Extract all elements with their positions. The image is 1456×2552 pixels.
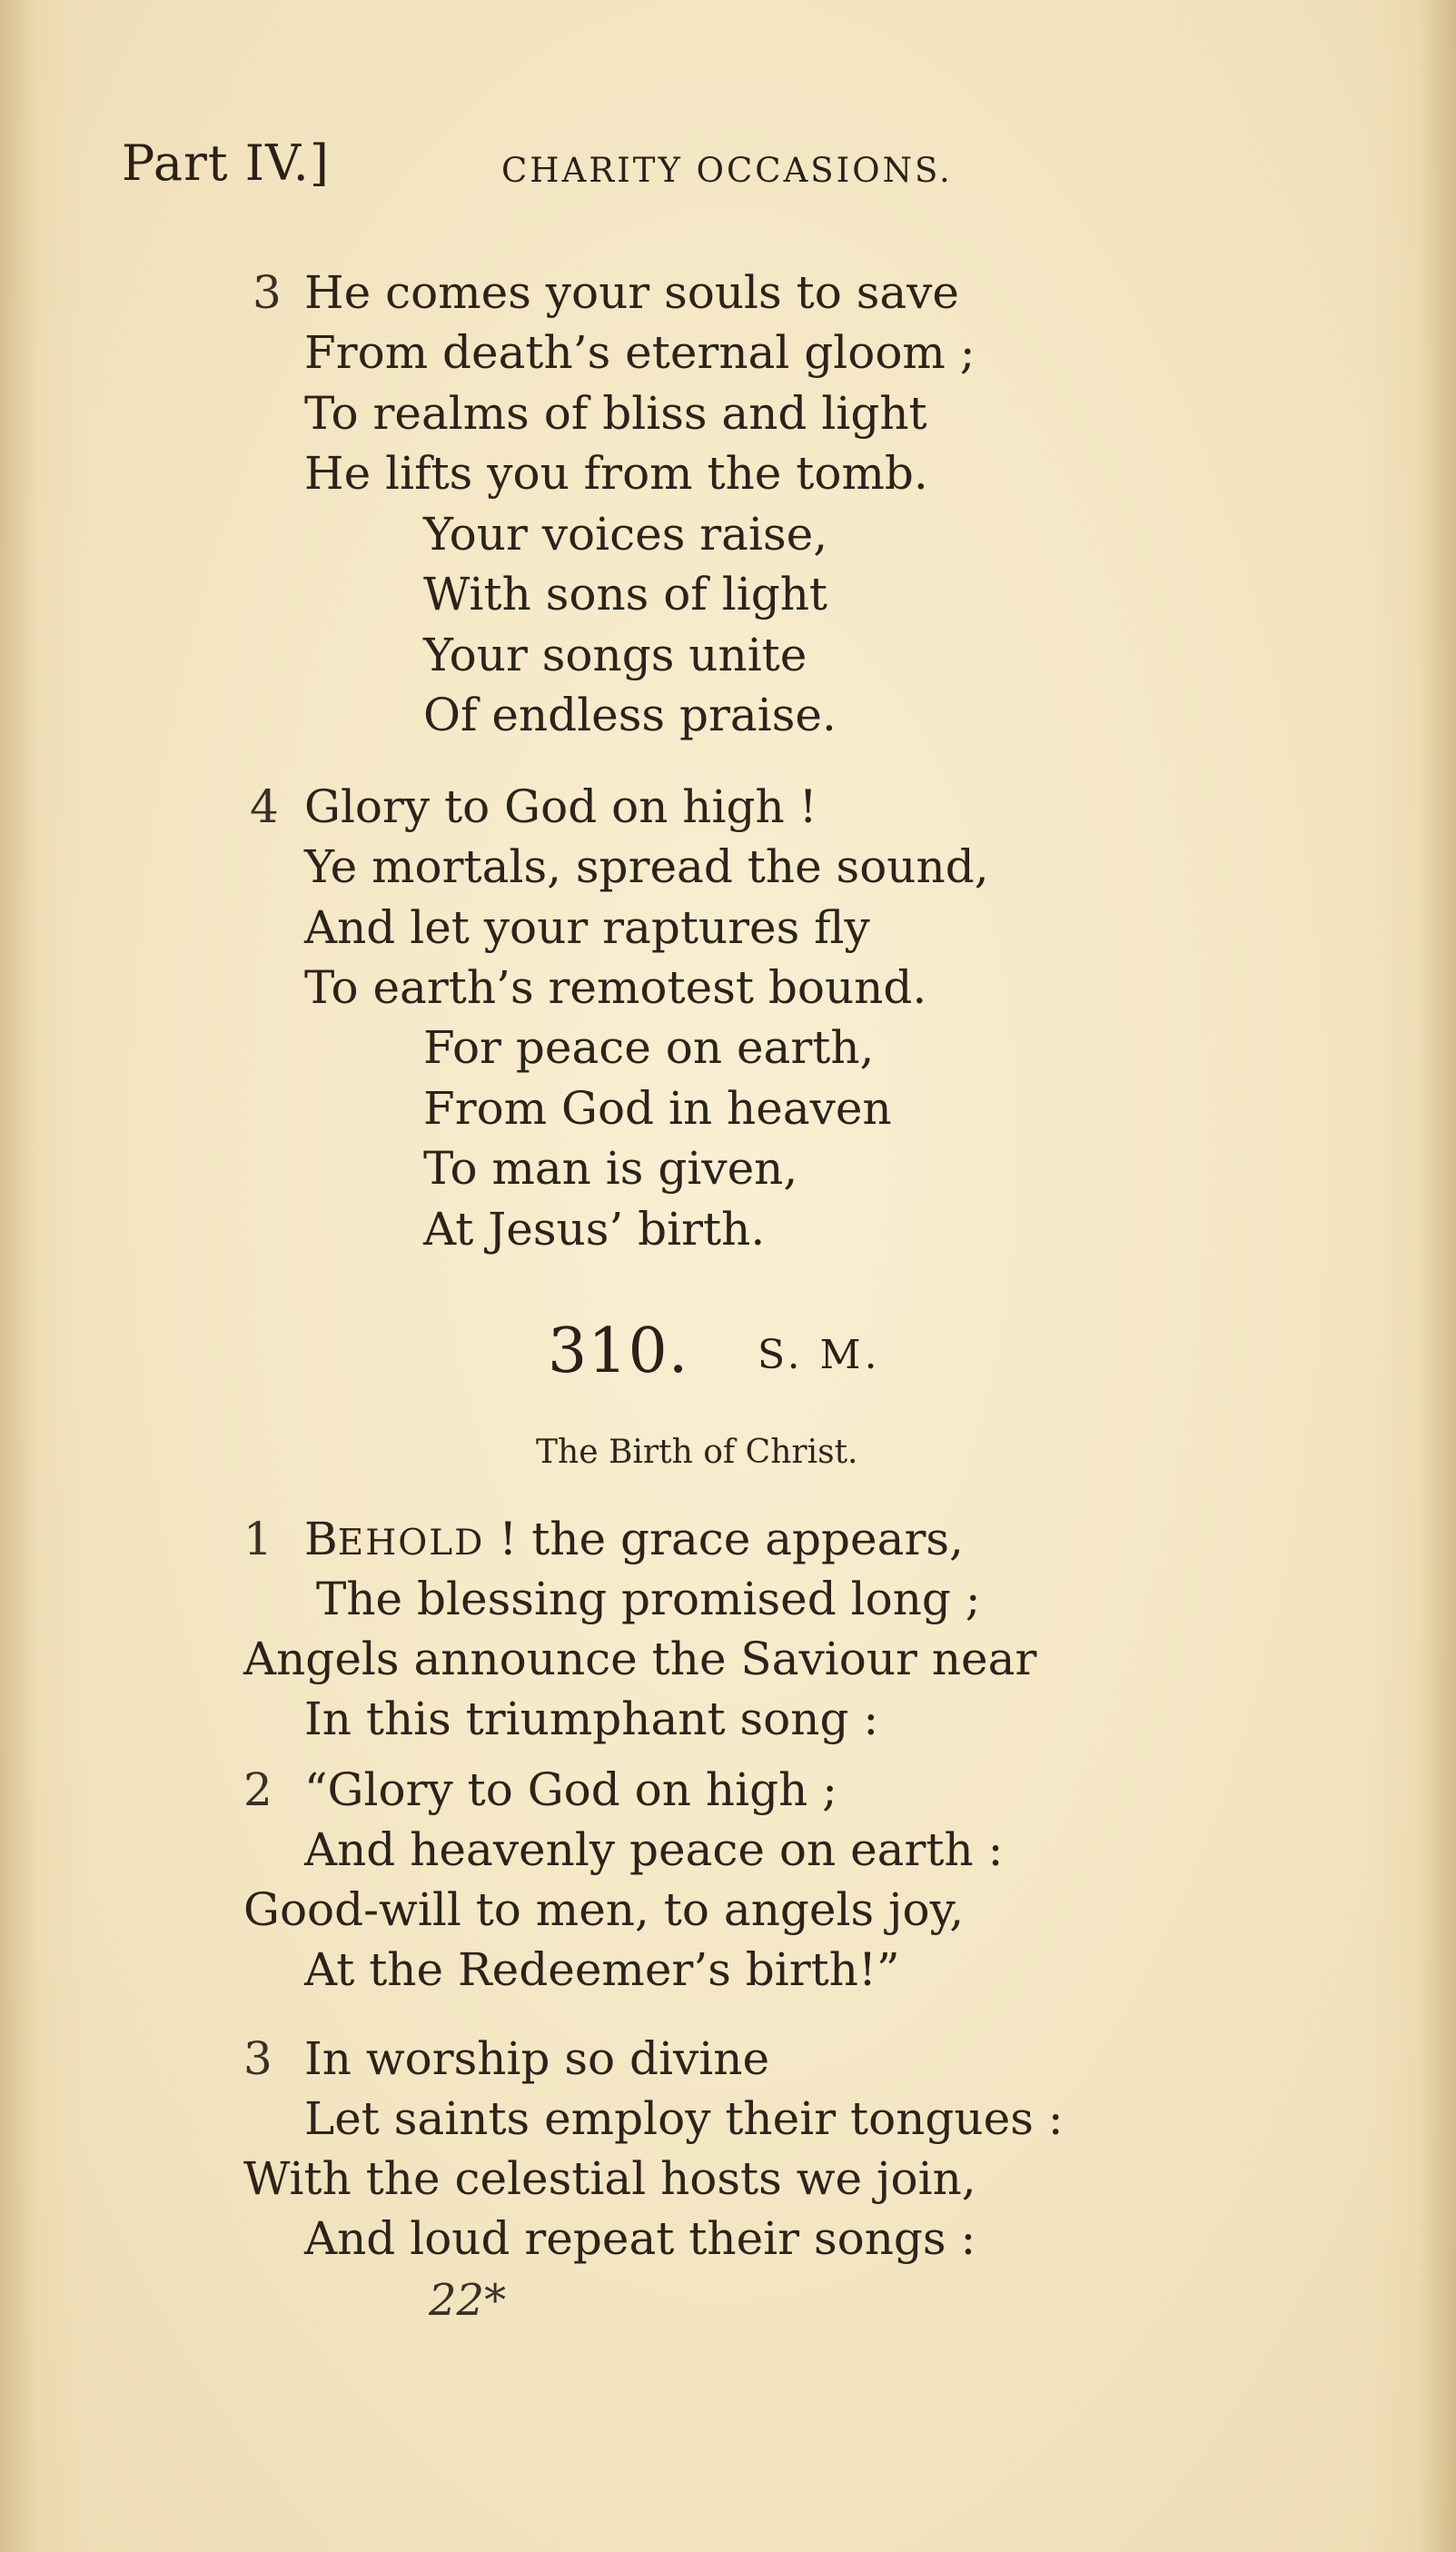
verse-line: In this triumphant song : [304,1693,879,1745]
small-caps-word: EHOLD [337,1523,485,1564]
first-line-rest: ! the grace appears, [484,1513,964,1565]
verse-line: From death’s eternal gloom ; [304,326,976,379]
verse-number: 1 [243,1513,272,1565]
verse-number: 2 [243,1763,272,1816]
verse-line: And heavenly peace on earth : [304,1823,1004,1876]
verse-line: In worship so divine [304,2032,770,2085]
hymn-meter: S. M. [758,1332,881,1378]
verse-line: Glory to God on high ! [304,780,817,833]
verse-line: And let your raptures fly [304,901,870,954]
verse-number: 4 [250,780,279,833]
verse-line: He lifts you from the tomb. [304,447,928,500]
verse-line: To man is given, [423,1142,798,1195]
verse-line: Let saints employ their tongues : [304,2092,1064,2145]
verse-line: The blessing promised long ; [316,1573,981,1625]
hymn-number: 310. [548,1316,689,1387]
running-head [122,134,1030,207]
hymn-subject: The Birth of Christ. [536,1434,858,1471]
verse-line: Your voices raise, [423,508,828,561]
verse-line: Angels announce the Saviour near [243,1633,1037,1685]
verse-line: Of endless praise. [423,689,837,741]
verse-line: And loud repeat their songs : [304,2212,976,2265]
verse-line: From God in heaven [423,1082,892,1135]
verse-line: At Jesus’ birth. [423,1203,766,1256]
page-edge-left [0,0,36,2552]
verse-line: To earth’s remotest bound. [304,961,927,1014]
verse-line: With the celestial hosts we join, [243,2152,976,2205]
section-title: CHARITY OCCASIONS. [501,151,953,190]
verse-line: “Glory to God on high ; [304,1763,838,1816]
verse-line: He comes your souls to save [304,266,959,319]
verse-line: Ye mortals, spread the sound, [304,840,989,893]
verse-line: Your songs unite [423,629,807,681]
part-label: Part IV.] [122,134,330,192]
verse-number: 3 [253,266,282,319]
verse-line: With sons of light [423,568,827,621]
verse-first-line [304,1510,964,1568]
verse-line: For peace on earth, [423,1021,875,1074]
signature-mark: 22* [429,2275,507,2326]
verse-line: At the Redeemer’s birth!” [304,1943,900,1996]
page-edge-right [1420,0,1456,2552]
verse-number: 3 [243,2032,272,2085]
drop-cap: B [304,1513,338,1565]
verse-line: To realms of bliss and light [304,387,927,440]
verse-line: Good-will to men, to angels joy, [243,1883,965,1936]
